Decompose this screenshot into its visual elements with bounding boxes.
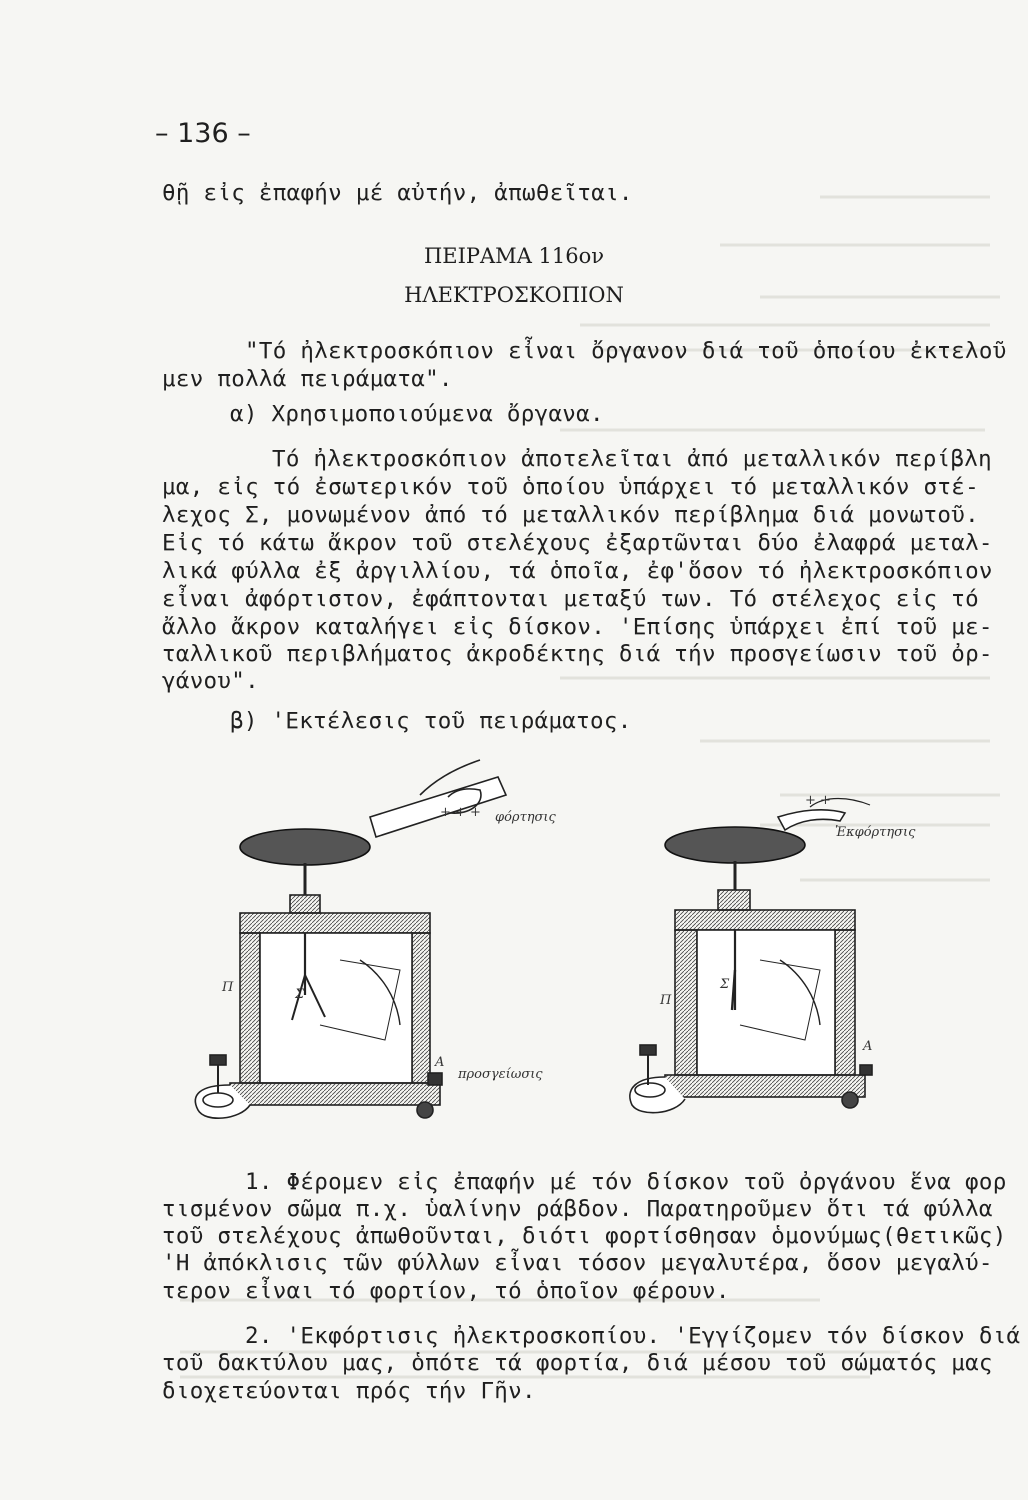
step1-line: 1. Φέρομεν εἰς ἐπαφήν μέ τόν δίσκον τοῦ ὀργάνου ἕνα φορ [245, 1169, 1007, 1195]
terminal-left-label: Α [435, 1055, 445, 1070]
experiment-subtitle: ΗΛΕΚΤΡΟΣΚΟΠΙΟΝ [404, 283, 624, 307]
terminal-right-label: Α [863, 1039, 873, 1054]
section-a-line: μα, εἰς τό ἐσωτερικόν τοῦ ὁποίου ὑπάρχει τό μεταλλικόν στέ- [162, 474, 979, 500]
section-a-line: Τό ἠλεκτροσκόπιον ἀποτελεῖται ἀπό μεταλλικόν περίβλη [272, 446, 992, 472]
section-b-heading: β) 'Εκτέλεσις τοῦ πειράματος. [230, 708, 632, 734]
section-a-line: λικά φύλλα ἐξ ἀργιλλίου, τά ὁποῖα, ἐφ'ὅσον τό ἠλεκτροσκόπιον [162, 558, 993, 584]
step1-line: τερον εἶναι τό φορτίον, τό ὁποῖον φέρουν. [162, 1278, 730, 1304]
stem-right-label: Σ [720, 977, 730, 992]
section-a-line: εἶναι ἀφόρτιστον, ἐφάπτονται μεταξύ των. Τό στέλεχος εἰς τό [162, 586, 979, 612]
left-case-top [240, 913, 430, 933]
section-a-line: γάνου". [162, 668, 259, 694]
experiment-title: ΠΕΙΡΑΜΑ 116ον [423, 244, 605, 268]
glass-rod [370, 777, 506, 837]
step1-line: τοῦ στελέχους ἀπωθοῦνται, διότι φορτίσθησαν ὁμονύμως(θετικῶς) [162, 1223, 1007, 1249]
grounding-label: προσγείωσις [458, 1067, 543, 1082]
page-number: – 136 – [155, 118, 251, 149]
electroscope-figure [180, 755, 916, 1150]
case-left-label: Π [222, 980, 234, 995]
step2-line: 2. 'Εκφόρτισις ἠλεκτροσκοπίου. 'Εγγίζομεν τόν δίσκον διά [245, 1323, 1021, 1349]
section-a-line: ταλλικοῦ περιβλήματος ἀκροδέκτης διά τήν προσγείωσιν τοῦ ὀρ- [162, 641, 993, 667]
opening-line: θῇ εἰς ἐπαφήν μέ αὐτήν, ἀπωθεῖται. [162, 180, 633, 206]
case-right-label: Π [660, 993, 672, 1008]
left-disk [240, 829, 370, 865]
intro-line: "Τό ἠλεκτροσκόπιον εἶναι ὄργανον διά τοῦ ὁποίου ἐκτελοῦ [245, 338, 1007, 364]
discharge-label: Ἐκφόρτησις [835, 825, 916, 840]
section-a-line: Εἰς τό κάτω ἄκρον τοῦ στελέχους ἐξαρτῶνται δύο ἐλαφρά μεταλ- [162, 530, 993, 556]
right-electroscope [630, 799, 872, 1113]
step2-line: διοχετεύονται πρός τήν Γῆν. [162, 1378, 536, 1404]
section-a-line: λεχος Σ, μονωμένον ἀπό τό μεταλλικόν περίβλημα διά μονωτοῦ. [162, 502, 979, 528]
section-a-line: ἄλλο ἄκρον καταλήγει εἰς δίσκον. 'Επίσης ὑπάρχει ἐπί τοῦ με- [162, 614, 993, 640]
stem-left-label: Σ [295, 987, 305, 1002]
section-a-heading: α) Χρησιμοποιούμενα ὄργανα. [230, 401, 604, 427]
rod-charges-label: + + + [440, 805, 481, 820]
charger-label: φόρτησις [495, 810, 556, 825]
intro-line: μεν πολλά πειράματα". [162, 366, 453, 392]
right-disk [665, 827, 805, 863]
finger-charges-label: + + [805, 793, 831, 808]
step1-line: 'Η ἀπόκλισις τῶν φύλλων εἶναι τόσον μεγαλυτέρα, ὅσον μεγαλύ- [162, 1250, 993, 1276]
step2-line: τοῦ δακτύλου μας, ὁπότε τά φορτία, διά μέσου τοῦ σώματός μας [162, 1350, 993, 1376]
step1-line: τισμένον σῶμα π.χ. ὑαλίνην ράβδον. Παρατηροῦμεν ὅτι τά φύλλα [162, 1196, 993, 1222]
